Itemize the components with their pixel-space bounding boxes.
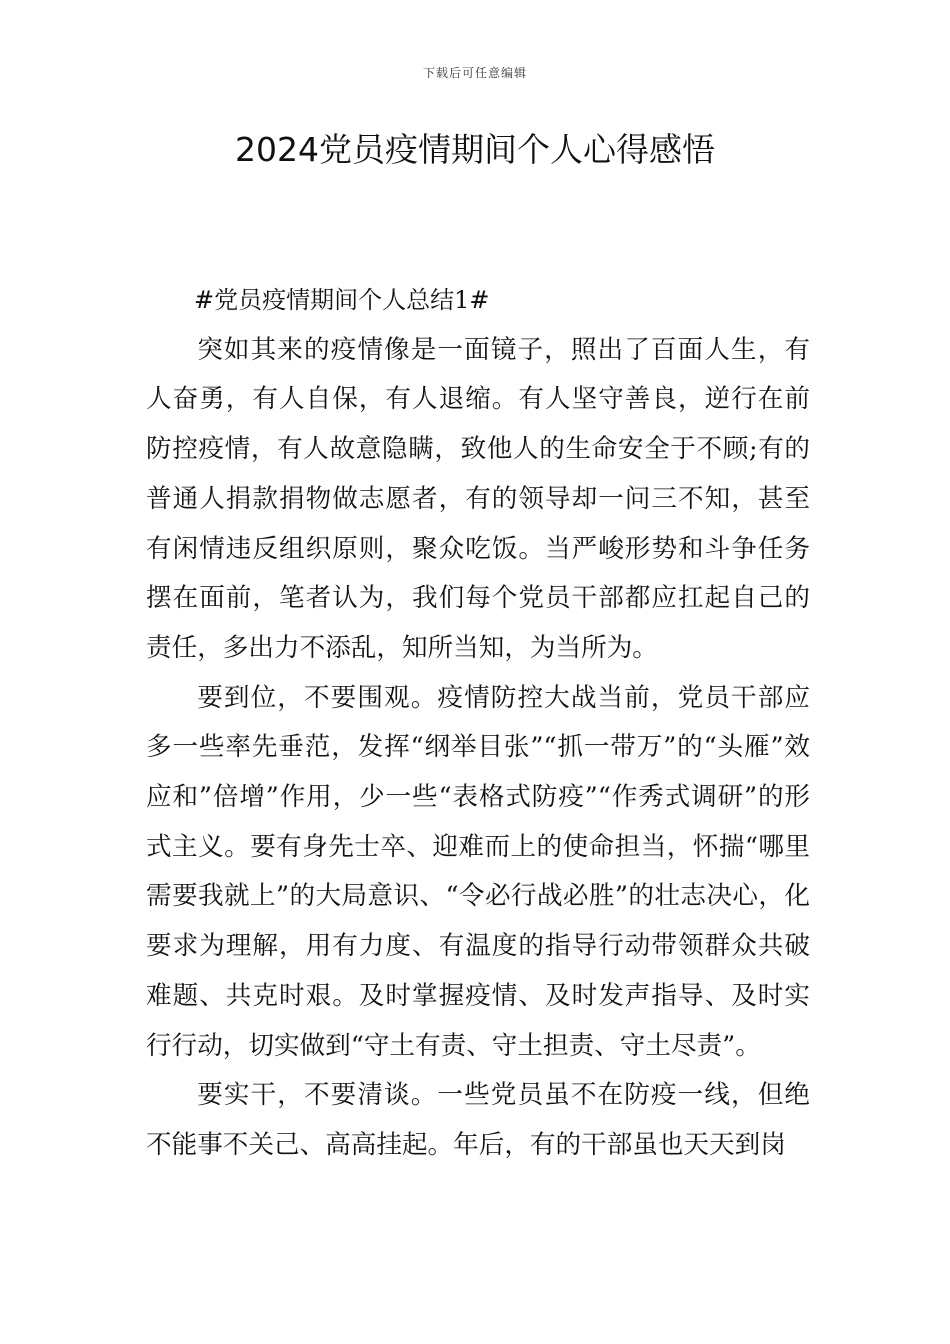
section-heading: #党员疫情期间个人总结1# — [194, 286, 490, 314]
document-title: 2024党员疫情期间个人心得感悟 — [235, 130, 715, 169]
paragraph: 要到位，不要围观。疫情防控大战当前，党员干部应多一些率先垂范，发挥“纲举目张”“抓一带万”的“头雁”效应和”倍增”作用，少一些“表格式防疫”“作秀式调研”的形式主义。要有身先士卒、迎难而上的使命担当，怀揣“哪里需要我就上”的大局意识、“令必行战必胜”的壮志决心，化要求为理解，用有力度、有温度的指导行动带领群众共破难题、共克时艰。及时掌握疫情、及时发声指导、及时实行行动，切实做到“守土有责、守土担责、守土尽责”。 — [146, 682, 810, 1061]
document-body — [146, 276, 810, 1171]
paragraph: 要实干，不要清谈。一些党员虽不在防疫一线，但绝不能事不关己、高高挂起。年后，有的干部虽也天天到岗 — [146, 1080, 810, 1160]
paragraph: 突如其来的疫情像是一面镜子，照出了百面人生，有人奋勇，有人自保，有人退缩。有人坚守善良，逆行在前防控疫情，有人故意隐瞒，致他人的生命安全于不顾;有的普通人捐款捐物做志愿者，有的领导却一问三不知，甚至有闲情违反组织原则，聚众吃饭。当严峻形势和斗争任务摆在面前，笔者认为，我们每个党员干部都应扛起自己的责任，多出力不添乱，知所当知，为当所为。 — [146, 334, 810, 663]
header-note: 下载后可任意编辑 — [422, 66, 527, 80]
